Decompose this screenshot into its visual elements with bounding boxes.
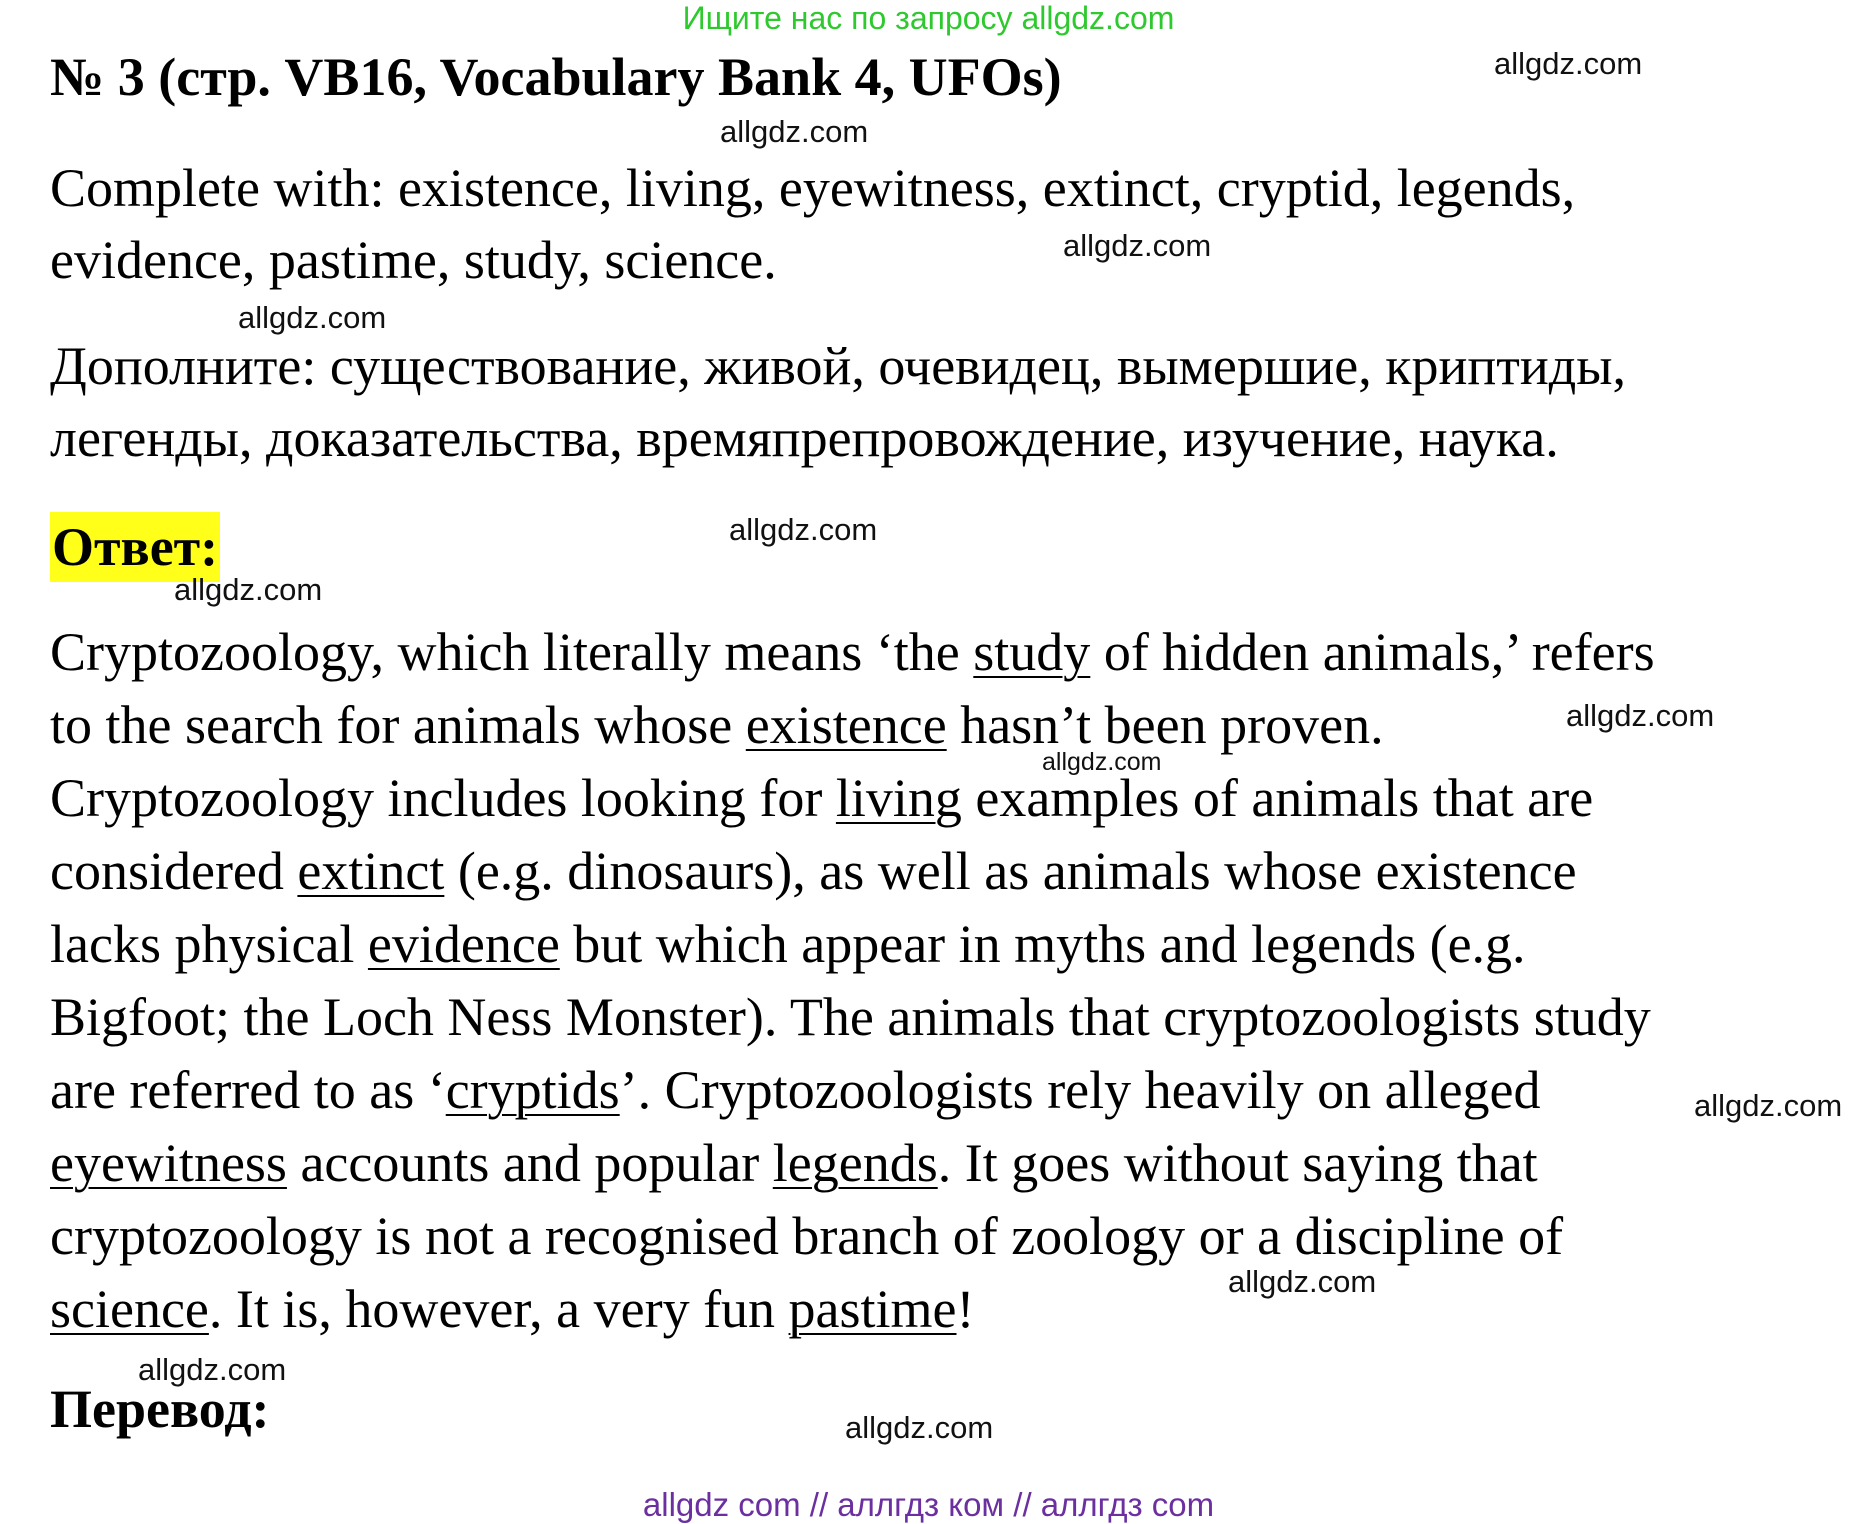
answer-line <box>50 616 1655 688</box>
translation-label: Перевод: <box>50 1379 270 1439</box>
answer-text-fragment: to the search for animals whose <box>50 695 746 755</box>
filled-blank-word: evidence <box>367 914 560 974</box>
filled-blank-word: extinct <box>297 841 445 901</box>
top-banner: Ищите нас по запросу allgdz.com <box>682 0 1175 36</box>
watermark: allgdz.com <box>1228 1264 1377 1299</box>
answer-text-fragment: . It is, however, a very fun <box>208 1279 789 1339</box>
answer-text-fragment: Cryptozoology includes looking for <box>50 768 836 828</box>
answer-line <box>50 689 1384 761</box>
answer-line <box>50 762 1593 834</box>
watermark: allgdz.com <box>729 512 878 547</box>
answer-label: Ответ: <box>50 512 220 582</box>
task-en-line-1: Complete with: existence, living, eyewitness, extinct, cryptid, legends, <box>50 158 1576 218</box>
watermark: allgdz.com <box>174 572 323 607</box>
answer-text-fragment: of hidden animals,’ refers <box>1090 622 1655 682</box>
answer-text-fragment: Cryptozoology, which literally means ‘the <box>50 622 974 682</box>
answer-line <box>50 908 1526 980</box>
filled-blank-word: eyewitness <box>50 1133 287 1193</box>
answer-text-fragment: ! <box>956 1279 975 1339</box>
watermark: allgdz.com <box>138 1352 287 1387</box>
answer-line <box>50 1273 975 1345</box>
watermark: allgdz.com <box>238 300 387 335</box>
exercise-heading: № 3 (стр. VB16, Vocabulary Bank 4, UFOs) <box>50 47 1062 107</box>
watermark: allgdz.com <box>1042 748 1162 776</box>
task-en-line-2: evidence, pastime, study, science. <box>50 230 777 290</box>
answer-text-fragment: but which appear in myths and legends (e.g. <box>559 914 1526 974</box>
watermark: allgdz.com <box>1694 1088 1843 1123</box>
filled-blank-word: science <box>50 1279 209 1339</box>
answer-text-fragment: hasn’t been proven. <box>946 695 1384 755</box>
task-ru-line-1: Дополните: существование, живой, очевидец, вымершие, криптиды, <box>50 336 1627 396</box>
watermark: allgdz.com <box>1494 46 1643 81</box>
watermark: allgdz.com <box>1063 228 1212 263</box>
answer-text-fragment: Bigfoot; the Loch Ness Monster). The animals that cryptozoologists study <box>50 987 1651 1047</box>
filled-blank-word: pastime <box>788 1279 957 1339</box>
answer-text-fragment: (e.g. dinosaurs), as well as animals whose existence <box>444 841 1577 901</box>
filled-blank-word: cryptids <box>445 1060 620 1120</box>
answer-text-fragment: examples of animals that are <box>961 768 1594 828</box>
task-ru-line-2: легенды, доказательства, времяпрепровождение, изучение, наука. <box>50 408 1559 468</box>
bottom-banner: allgdz com // аллгдз ком // аллгдз com <box>642 1486 1215 1523</box>
filled-blank-word: existence <box>745 695 947 755</box>
answer-text-fragment: accounts and popular <box>286 1133 773 1193</box>
watermark: allgdz.com <box>845 1410 994 1445</box>
answer-line <box>50 835 1577 907</box>
answer-line <box>50 1127 1538 1199</box>
answer-text-fragment: ’. Cryptozoologists rely heavily on alleged <box>619 1060 1541 1120</box>
filled-blank-word: legends <box>772 1133 938 1193</box>
answer-text-fragment: cryptozoology is not a recognised branch of zoology or a discipline of <box>50 1206 1564 1266</box>
watermark: allgdz.com <box>1566 698 1715 733</box>
filled-blank-word: living <box>835 768 962 828</box>
filled-blank-word: study <box>973 622 1091 682</box>
watermark: allgdz.com <box>720 114 869 149</box>
answer-text-fragment: are referred to as ‘ <box>50 1060 446 1120</box>
answer-line <box>50 1054 1541 1126</box>
answer-text-fragment: . It goes without saying that <box>937 1133 1538 1193</box>
answer-text-fragment: considered <box>50 841 298 901</box>
answer-line <box>50 1200 1563 1272</box>
answer-text-fragment: lacks physical <box>50 914 368 974</box>
answer-line <box>50 981 1651 1053</box>
